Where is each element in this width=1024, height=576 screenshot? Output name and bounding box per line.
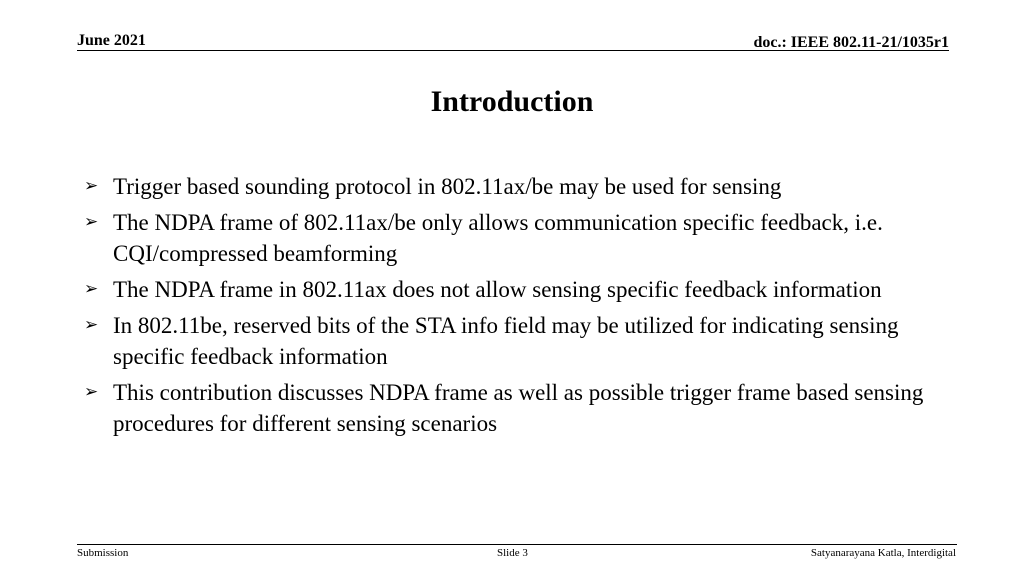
footer-slide-number: Slide 3 <box>497 547 528 559</box>
bullet-item <box>84 274 954 305</box>
bullet-text: The NDPA frame of 802.11ax/be only allows communication specific feedback, i.e. CQI/compressed beamforming <box>113 210 883 266</box>
arrow-bullet-icon: ➢ <box>84 279 99 299</box>
bullet-text: This contribution discusses NDPA frame as well as possible trigger frame based sensing procedures for different sensing scenarios <box>113 380 924 436</box>
slide-title: Introduction <box>430 85 594 118</box>
header-date: June 2021 <box>77 32 146 49</box>
footer-author: Satyanarayana Katla, Interdigital <box>810 547 956 559</box>
bullet-text: The NDPA frame in 802.11ax does not allow sensing specific feedback information <box>113 277 882 302</box>
header-divider <box>77 50 949 51</box>
arrow-bullet-icon: ➢ <box>84 212 99 232</box>
header-doc-id: doc.: IEEE 802.11-21/1035r1 <box>753 34 949 51</box>
footer-divider <box>77 544 957 545</box>
arrow-bullet-icon: ➢ <box>84 176 99 196</box>
bullet-item <box>84 207 954 269</box>
bullet-list <box>84 171 954 444</box>
bullet-item <box>84 310 954 372</box>
footer-submission: Submission <box>77 547 129 559</box>
arrow-bullet-icon: ➢ <box>84 315 99 335</box>
bullet-text: In 802.11be, reserved bits of the STA info field may be utilized for indicating sensing specific feedback information <box>113 313 899 369</box>
bullet-item <box>84 377 954 439</box>
bullet-text: Trigger based sounding protocol in 802.11ax/be may be used for sensing <box>113 174 782 199</box>
bullet-item <box>84 171 954 202</box>
arrow-bullet-icon: ➢ <box>84 382 99 402</box>
